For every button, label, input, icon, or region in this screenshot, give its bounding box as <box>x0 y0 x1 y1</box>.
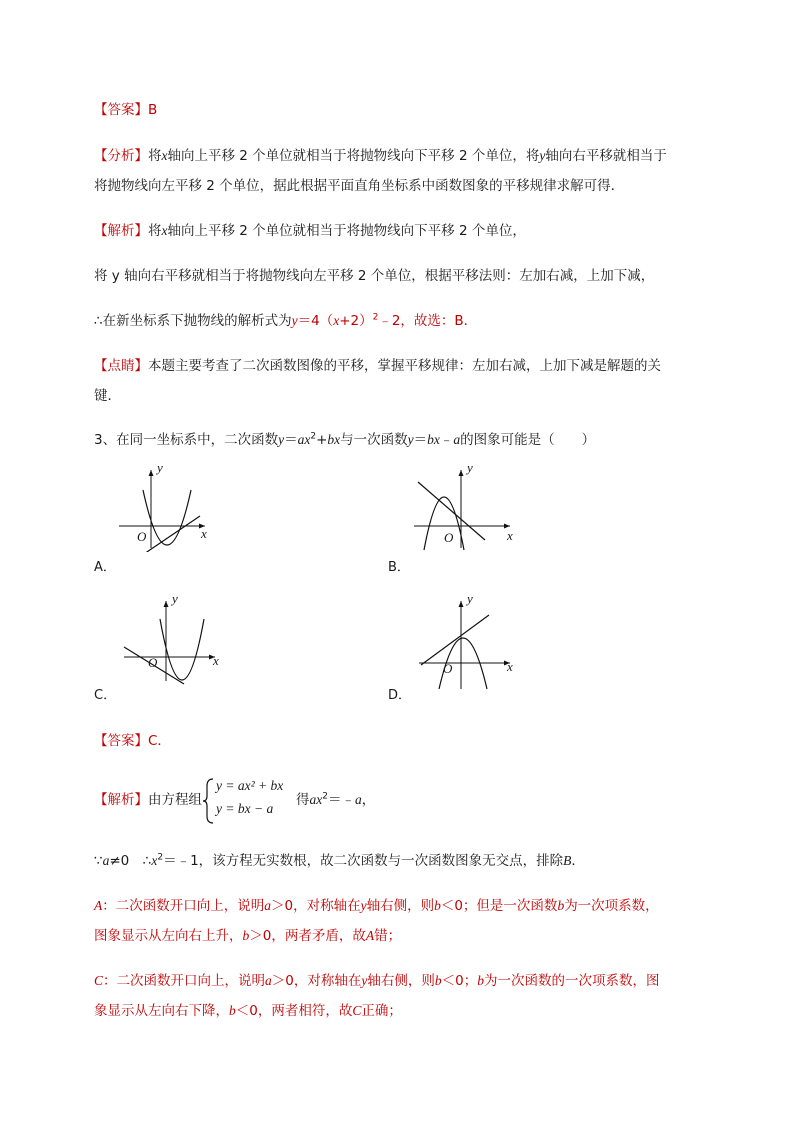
var-bx: bx <box>327 432 341 447</box>
text: ∴在新坐标系下抛物线的解析式为 <box>94 313 292 329</box>
var-a: a <box>354 792 362 807</box>
var-y: y <box>360 898 367 913</box>
option-c-label[interactable]: C． <box>94 688 117 703</box>
var-y: y <box>278 432 285 447</box>
text: ＞0，两者矛盾，故 <box>249 928 366 944</box>
parabola <box>143 490 191 545</box>
answer-line-3 <box>94 731 171 751</box>
question-3 <box>94 430 595 450</box>
answer-value: C． <box>148 733 171 749</box>
text: ＜0；但是一次函数 <box>440 898 558 914</box>
text: 的图象可能是（ ） <box>460 432 596 448</box>
var-b: b <box>434 898 441 913</box>
axis-label-x: x <box>507 659 513 674</box>
option-ref: C <box>352 1003 362 1018</box>
option-d-label[interactable]: D． <box>388 688 412 703</box>
analysis-c-line-2 <box>94 1001 402 1021</box>
var-a: a <box>265 973 272 988</box>
text: ＝ <box>284 432 298 448</box>
solution-tag: 【解析】 <box>94 223 148 239</box>
solution-3-intro <box>94 790 202 810</box>
text: ﹣ <box>439 432 454 448</box>
axis-label-x: x <box>201 526 207 541</box>
var-y: y <box>361 973 368 988</box>
analysis-tag: 【分析】 <box>94 148 148 164</box>
text: 将 <box>148 223 162 239</box>
var-B: B <box>563 853 572 868</box>
option-ref: A <box>365 928 375 943</box>
analysis-c-line-1 <box>94 971 659 991</box>
analysis-a-line-2 <box>94 926 401 946</box>
var-ax: ax <box>297 432 311 447</box>
because-line <box>94 851 585 871</box>
comment-tag: 【点睛】 <box>94 358 148 374</box>
comment-line-1 <box>94 356 661 376</box>
text: ＜0； <box>441 973 478 989</box>
var-b: b <box>242 928 250 943</box>
equation-brace <box>203 778 215 828</box>
option-b-label[interactable]: B． <box>388 560 410 575</box>
text: 轴向上平移 2 个单位就相当于将抛物线向下平移 2 个单位，将 <box>167 148 540 164</box>
var-b: b <box>477 973 484 988</box>
text: ﹣2，故选：B． <box>378 313 478 329</box>
exponent: 2 <box>157 852 164 863</box>
var-x: x <box>161 148 168 163</box>
answer-value: B <box>148 102 158 118</box>
exponent: 2 <box>372 312 379 323</box>
text: 轴向上平移 2 个单位就相当于将抛物线向下平移 2 个单位， <box>167 223 526 239</box>
origin-label: O <box>148 655 158 670</box>
var-x: x <box>161 223 168 238</box>
axis-label-x: x <box>507 528 513 543</box>
origin-label: O <box>137 529 147 544</box>
text: ， <box>361 792 376 808</box>
axis-label-y: y <box>157 460 163 475</box>
text: 图象显示从左向右上升， <box>94 928 243 944</box>
axis-label-x: x <box>213 653 219 668</box>
text: 得 <box>296 792 310 808</box>
analysis-a-line-1 <box>94 896 659 916</box>
var-ax: ax <box>309 792 323 807</box>
y-axis-arrow <box>149 470 154 476</box>
answer-line-1 <box>94 100 157 120</box>
option-d-graph <box>415 593 525 693</box>
origin-label: O <box>444 530 454 545</box>
text: 正确； <box>361 1003 402 1019</box>
text: 象显示从左向右下降， <box>94 1003 229 1019</box>
text: 将抛物线向左平移 2 个单位，据此根据平面直角坐标系中函数图象的平移规律求解可得． <box>94 178 625 194</box>
axis-label-y: y <box>172 591 178 606</box>
axis-label-y: y <box>467 591 473 606</box>
option-a-label[interactable]: A． <box>94 560 116 575</box>
var-x: x <box>333 313 340 328</box>
solution-line-1 <box>94 221 526 241</box>
y-axis-arrow <box>164 601 169 607</box>
parabola <box>160 619 204 680</box>
text: + <box>316 432 328 448</box>
text: 轴右侧，则 <box>367 973 435 989</box>
answer-tag: 【答案】 <box>94 733 148 749</box>
equation-top: y = ax² + bx <box>216 778 284 793</box>
var-bx: bx <box>427 432 440 447</box>
y-axis-arrow <box>459 470 464 476</box>
text: ＝ <box>413 432 428 448</box>
analysis-line-2 <box>94 176 624 196</box>
text: +2） <box>339 313 373 329</box>
var-b: b <box>229 1003 236 1018</box>
text: 轴右侧，则 <box>366 898 435 914</box>
option-ref: A <box>94 898 103 913</box>
var-a: a <box>453 432 461 447</box>
option-b-graph <box>410 462 525 552</box>
text: 错； <box>374 928 402 944</box>
y-axis-arrow <box>459 601 464 607</box>
text: 由方程组 <box>148 792 202 808</box>
text: ＝4（ <box>297 313 334 329</box>
var-y: y <box>291 313 298 328</box>
text: 键． <box>94 388 121 404</box>
comment-line-2 <box>94 386 121 406</box>
text: 为一次项系数， <box>564 898 659 914</box>
var-a: a <box>264 898 271 913</box>
answer-tag: 【答案】 <box>94 102 148 118</box>
exponent: 2 <box>322 791 328 802</box>
text: ＝﹣1，该方程无实数根，故二次函数与一次函数图象无交点，排除 <box>163 853 564 869</box>
text: 3、在同一坐标系中，二次函数 <box>94 432 279 448</box>
because-symbol: ∵ <box>94 853 103 869</box>
option-ref: C <box>94 973 104 988</box>
analysis-line-1 <box>94 146 667 166</box>
text: ：二次函数开口向上，说明 <box>103 973 266 989</box>
solution-line-2 <box>94 266 654 286</box>
var-b: b <box>557 898 565 913</box>
text: 将 <box>148 148 162 164</box>
solution-tag: 【解析】 <box>94 792 148 808</box>
text: ≠0 ∴ <box>109 853 152 869</box>
var-a: a <box>102 853 110 868</box>
axis-label-y: y <box>467 460 473 475</box>
text: 与一次函数 <box>340 432 408 448</box>
text: ＞0，对称轴在 <box>271 898 361 914</box>
text: ＜0，两者相符，故 <box>235 1003 353 1019</box>
text: ＞0，对称轴在 <box>271 973 362 989</box>
line <box>421 615 489 665</box>
text: ． <box>571 853 585 869</box>
option-a-graph <box>115 462 225 552</box>
line <box>138 516 200 552</box>
option-c-graph <box>120 593 230 685</box>
var-x: x <box>151 853 158 868</box>
var-b: b <box>434 973 442 988</box>
solution-3-result <box>296 790 375 810</box>
var-y: y <box>407 432 414 447</box>
text: ：二次函数开口向上，说明 <box>102 898 265 914</box>
exponent: 2 <box>310 431 317 442</box>
text: 轴向右平移就相当于 <box>545 148 667 164</box>
origin-label: O <box>443 661 453 676</box>
solution-line-3 <box>94 311 477 331</box>
text: 为一次函数的一次项系数，图 <box>483 973 660 989</box>
text: 将 y 轴向右平移就相当于将抛物线向左平移 2 个单位，根据平移法则：左加右减，上加下减， <box>94 268 655 284</box>
var-y: y <box>539 148 546 163</box>
equation-bottom: y = bx − a <box>216 801 274 816</box>
text: ＝﹣ <box>327 792 355 808</box>
text: 本题主要考查了二次函数图像的平移，掌握平移规律：左加右减，上加下减是解题的关 <box>148 358 661 374</box>
